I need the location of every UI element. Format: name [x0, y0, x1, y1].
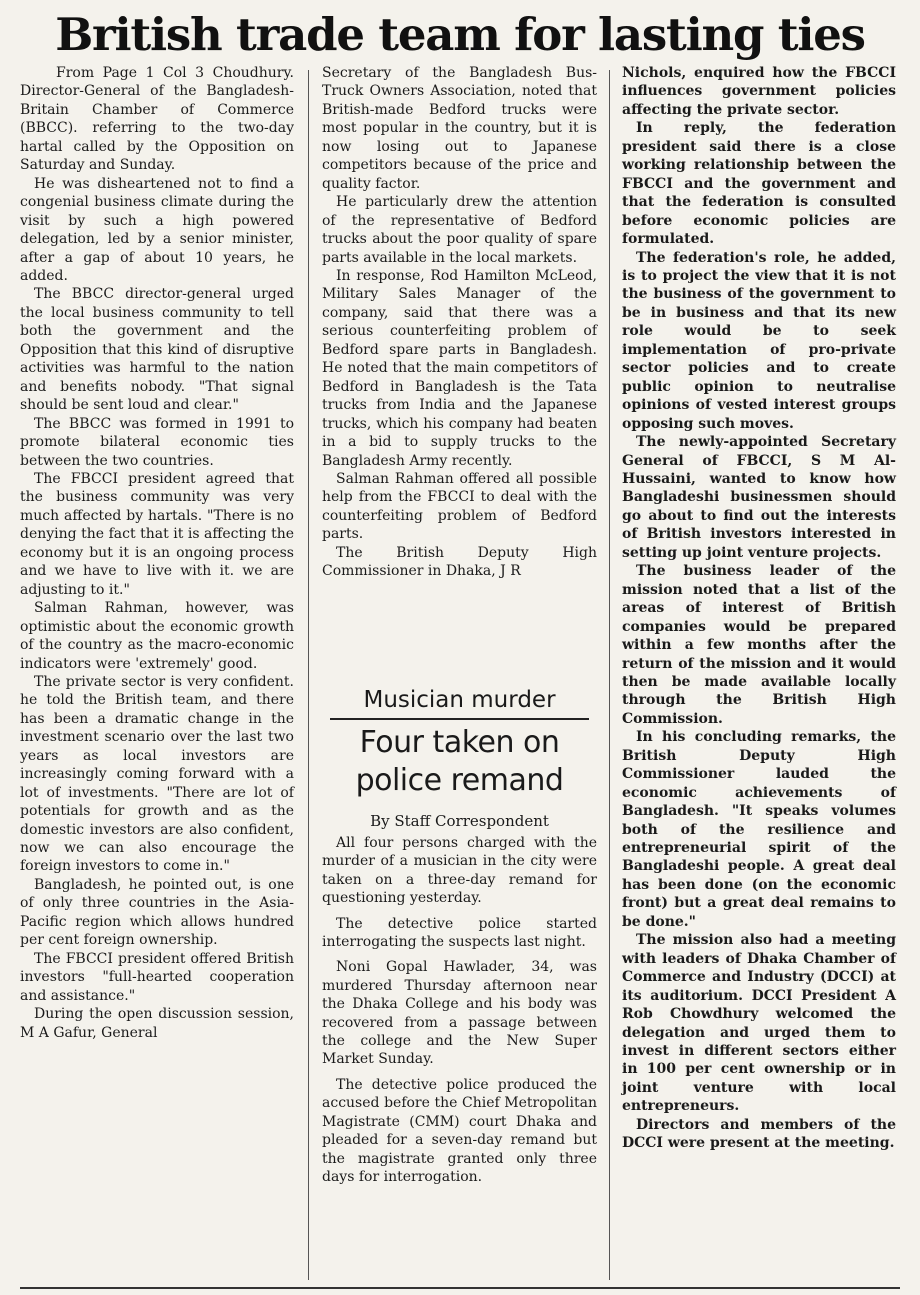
paragraph: From Page 1 Col 3 Choudhury. Director-General of the Bangladesh-Britain Chamber of Commerce (BBCC). referring to the two-day hartal called by the Opposition on Saturday and Sunday. — [20, 65, 294, 174]
sub-article-kicker: Musician murder — [330, 682, 589, 720]
paragraph: The FBCCI president offered British investors "full-hearted cooperation and assistance." — [20, 950, 294, 1004]
paragraph: The British Deputy High Commissioner in Dhaka, J R — [322, 544, 597, 580]
column-divider-2 — [609, 70, 610, 1280]
paragraph: Secretary of the Bangladesh Bus-Truck Owners Association, noted that British-made Bedford trucks were most popular in the country, but it is now losing out to Japanese competitors because of the price and quality factor. — [322, 65, 597, 192]
paragraph: The detective police produced the accused before the Chief Metropolitan Magistrate (CMM) court Dhaka and pleaded for a seven-day remand but the magistrate granted only three days for interrogation. — [322, 1076, 597, 1185]
paragraph: The BBCC director-general urged the local business community to tell both the government and the Opposition that this kind of disruptive activities was harmful to the nation and benefits nobody. "That signal should be sent loud and clear." — [20, 286, 294, 414]
paragraph: The detective police started interrogating the suspects last night. — [322, 915, 597, 951]
paragraph: In reply, the federation president said there is a close working relationship between the FBCCI and the government and that the federation is consulted before economic policies are formulated. — [622, 120, 896, 248]
article-column-2 — [322, 64, 597, 581]
paragraph: The BBCC was formed in 1991 to promote bilateral economic ties between the two countries. — [20, 415, 294, 469]
paragraph: During the open discussion session, M A Gafur, General — [20, 1006, 294, 1041]
paragraph: Directors and members of the DCCI were present at the meeting. — [622, 1116, 896, 1152]
paragraph: Salman Rahman, however, was optimistic about the economic growth of the country as the macro-economic indicators were 'extremely' good. — [20, 600, 294, 672]
paragraph: All four persons charged with the murder of a musician in the city were taken on a three-day remand for questioning yesterday. — [322, 835, 597, 907]
sub-article-headline: Four taken on police remand — [355, 725, 564, 798]
paragraph: The business leader of the mission noted that a list of the areas of interest of British companies would be prepared within a few months after the return of the mission and it would then be made available locally through the British High Commission. — [622, 563, 896, 727]
paragraph: The mission also had a meeting with leaders of Dhaka Chamber of Commerce and Industry (DCCI) at its auditorium. DCCI President A Rob Chowdhury welcomed the delegation and urged them to invest in different sectors either in 100 per cent ownership or in joint venture with local entrepreneurs. — [622, 932, 896, 1115]
paragraph: Bangladesh, he pointed out, is one of only three countries in the Asia-Pacific region which allows hundred per cent foreign ownership. — [20, 876, 294, 949]
paragraph: Noni Gopal Hawlader, 34, was murdered Thursday afternoon near the Dhaka College and his body was recovered from a passage between the college and the New Super Market Sunday. — [322, 959, 597, 1068]
paragraph: Salman Rahman offered all possible help from the FBCCI to deal with the counterfeiting problem of Bedford parts. — [322, 470, 597, 543]
paragraph: In response, Rod Hamilton McLeod, Military Sales Manager of the company, said that there was a serious counterfeiting problem of Bedford spare parts in Bangladesh. He noted that the main competitors of Bedford in Bangladesh is the Tata trucks from India and the Japanese trucks, which his company had beaten in a bid to supply trucks to the Bangladesh Army recently. — [322, 267, 597, 469]
sub-article — [322, 682, 597, 1193]
paragraph: Nichols, enquired how the FBCCI influences government policies affecting the private sector. — [622, 65, 896, 118]
article-column-1 — [20, 64, 294, 1042]
article-column-3 — [622, 64, 896, 1153]
paragraph: In his concluding remarks, the British Deputy High Commissioner lauded the economic achievements of Bangladesh. "It speaks volumes both of the resilience and entrepreneurial spirit of the Bangladeshi people. A great deal has been done (on the economic front) but a great deal remains to be done." — [622, 729, 896, 930]
sub-article-body — [322, 834, 597, 1186]
paragraph: The FBCCI president agreed that the business community was very much affected by hartals. "There is no denying the fact that it is affecting the economy but it is an ongoing process and we have to live with it. we are adjusting to it." — [20, 470, 294, 598]
paragraph: The private sector is very confident. he told the British team, and there has been a dramatic change in the investment scenario over the last two years as local investors are increasingly coming forward with a lot of investments. "There are lot of potentials for growth and as the domestic investors are also confident, now we can also encourage the foreign investors to come in." — [20, 673, 294, 875]
paragraph: The newly-appointed Secretary General of FBCCI, S M Al-Hussaini, wanted to know how Bangladeshi businessmen should go about to find out the interests of British investors interested in setting up joint venture projects. — [622, 434, 896, 561]
paragraph: He was disheartened not to find a congenial business climate during the visit by such a high powered delegation, led by a senior minister, after a gap of about 10 years, he added. — [20, 175, 294, 284]
main-headline: British trade team for lasting ties — [55, 8, 865, 61]
paragraph: The federation's role, he added, is to project the view that it is not the business of the government to be in business and that its new role would be to seek implementation of pro-private sector policies and to create public opinion to neutralise opinions of vested interest groups opposing such moves. — [622, 249, 896, 432]
paragraph: He particularly drew the attention of the representative of Bedford trucks about the poor quality of spare parts available in the local markets. — [322, 194, 597, 266]
column-divider-1 — [308, 70, 309, 1280]
sub-article-byline: By Staff Correspondent — [370, 812, 549, 830]
bottom-rule — [20, 1287, 900, 1289]
